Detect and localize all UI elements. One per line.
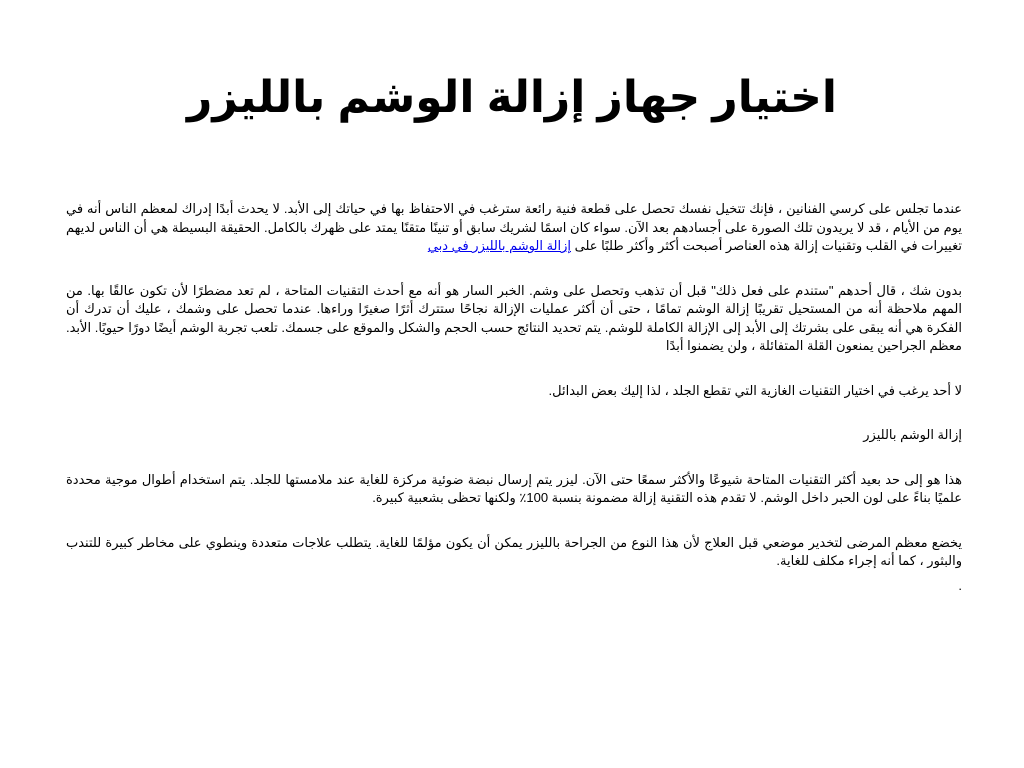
paragraph-anesthesia: يخضع معظم المرضى لتخدير موضعي قبل العلاج لأن هذا النوع من الجراحة بالليزر يمكن أن يكون مؤلمًا للغاية. يتطلب علاجات متعددة وينطوي على مخاطر كبيرة للتندب والبثور ، كما أنه إجراء مكلف للغاية. bbox=[66, 534, 962, 568]
section-heading-laser-removal: إزالة الوشم بالليزر bbox=[863, 427, 962, 442]
laser-tattoo-removal-dubai-link[interactable]: إزالة الوشم بالليزر في دبي bbox=[427, 238, 572, 253]
page-title: اختيار جهاز إزالة الوشم بالليزر bbox=[187, 73, 837, 122]
paragraph-laser-description: هذا هو إلى حد بعيد أكثر التقنيات المتاحة شيوعًا والأكثر سمعًا حتى الآن. ليزر يتم إرسال نبضة ضوئية مركزة للغاية عند ملامستها للجلد. يتم استخدام أطوال موجية محددة علميًا بناءً على لون الحبر داخل الوشم. لا تقدم هذه التقنية إزالة مضمونة بنسبة 100٪ ولكنها تحظى بشعبية كبيرة. bbox=[66, 471, 962, 505]
paragraph-regret: بدون شك ، قال أحدهم "ستندم على فعل ذلك" قبل أن تذهب وتحصل على وشم. الخبر السار هو أنه مع أحدث التقنيات المتاحة ، لم تعد مضطرًا لأن تكون عالقًا بها. من المهم ملاحظة أنه من المستحيل تقريبًا إزالة الوشم تمامًا ، حتى أن أكثر عمليات الإزالة نجاحًا ستترك أثرًا صغيرًا وراءها. عندما تحصل على وشمك ، عليك أن تدرك أن الفكرة هي أنه يبقى على بشرتك إلى الأبد إلى الإزالة الكاملة للوشم. يتم تحديد النتائج حسب الحجم والشكل والموقع على جسمك. تلعب تجربة الوشم أيضًا دورًا حيويًا. الأبد. معظم الجراحين يمنعون القلة المتفائلة ، ولن يضمنوا أبدًا bbox=[66, 282, 962, 353]
article-body bbox=[66, 200, 962, 621]
paragraph-trailing-dot: . bbox=[958, 577, 962, 593]
paragraph-alternatives: لا أحد يرغب في اختيار التقنيات الغازية التي تقطع الجلد ، لذا إليك بعض البدائل. bbox=[548, 382, 962, 398]
paragraph-intro bbox=[66, 200, 962, 256]
paragraph-intro-text: عندما تجلس على كرسي الفنانين ، فإنك تتخيل نفسك تحصل على قطعة فنية رائعة سترغب في الاحتفاظ بها في حياتك إلى الأبد. لا يحدث أبدًا إدراك لمعظم الناس أنه في يوم من الأيام ، قد لا يريدون تلك الصورة على أجسادهم بعد الآن. سواء كان اسمًا لشريك سابق أو تنينًا متقنًا يمتد على ظهرك بالكامل. الحقيقة البسيطة هي أن الناس لديهم تغييرات في القلب وتقنيات إزالة هذه العناصر أصبحت أكثر وأكثر طلبًا على bbox=[66, 201, 962, 253]
